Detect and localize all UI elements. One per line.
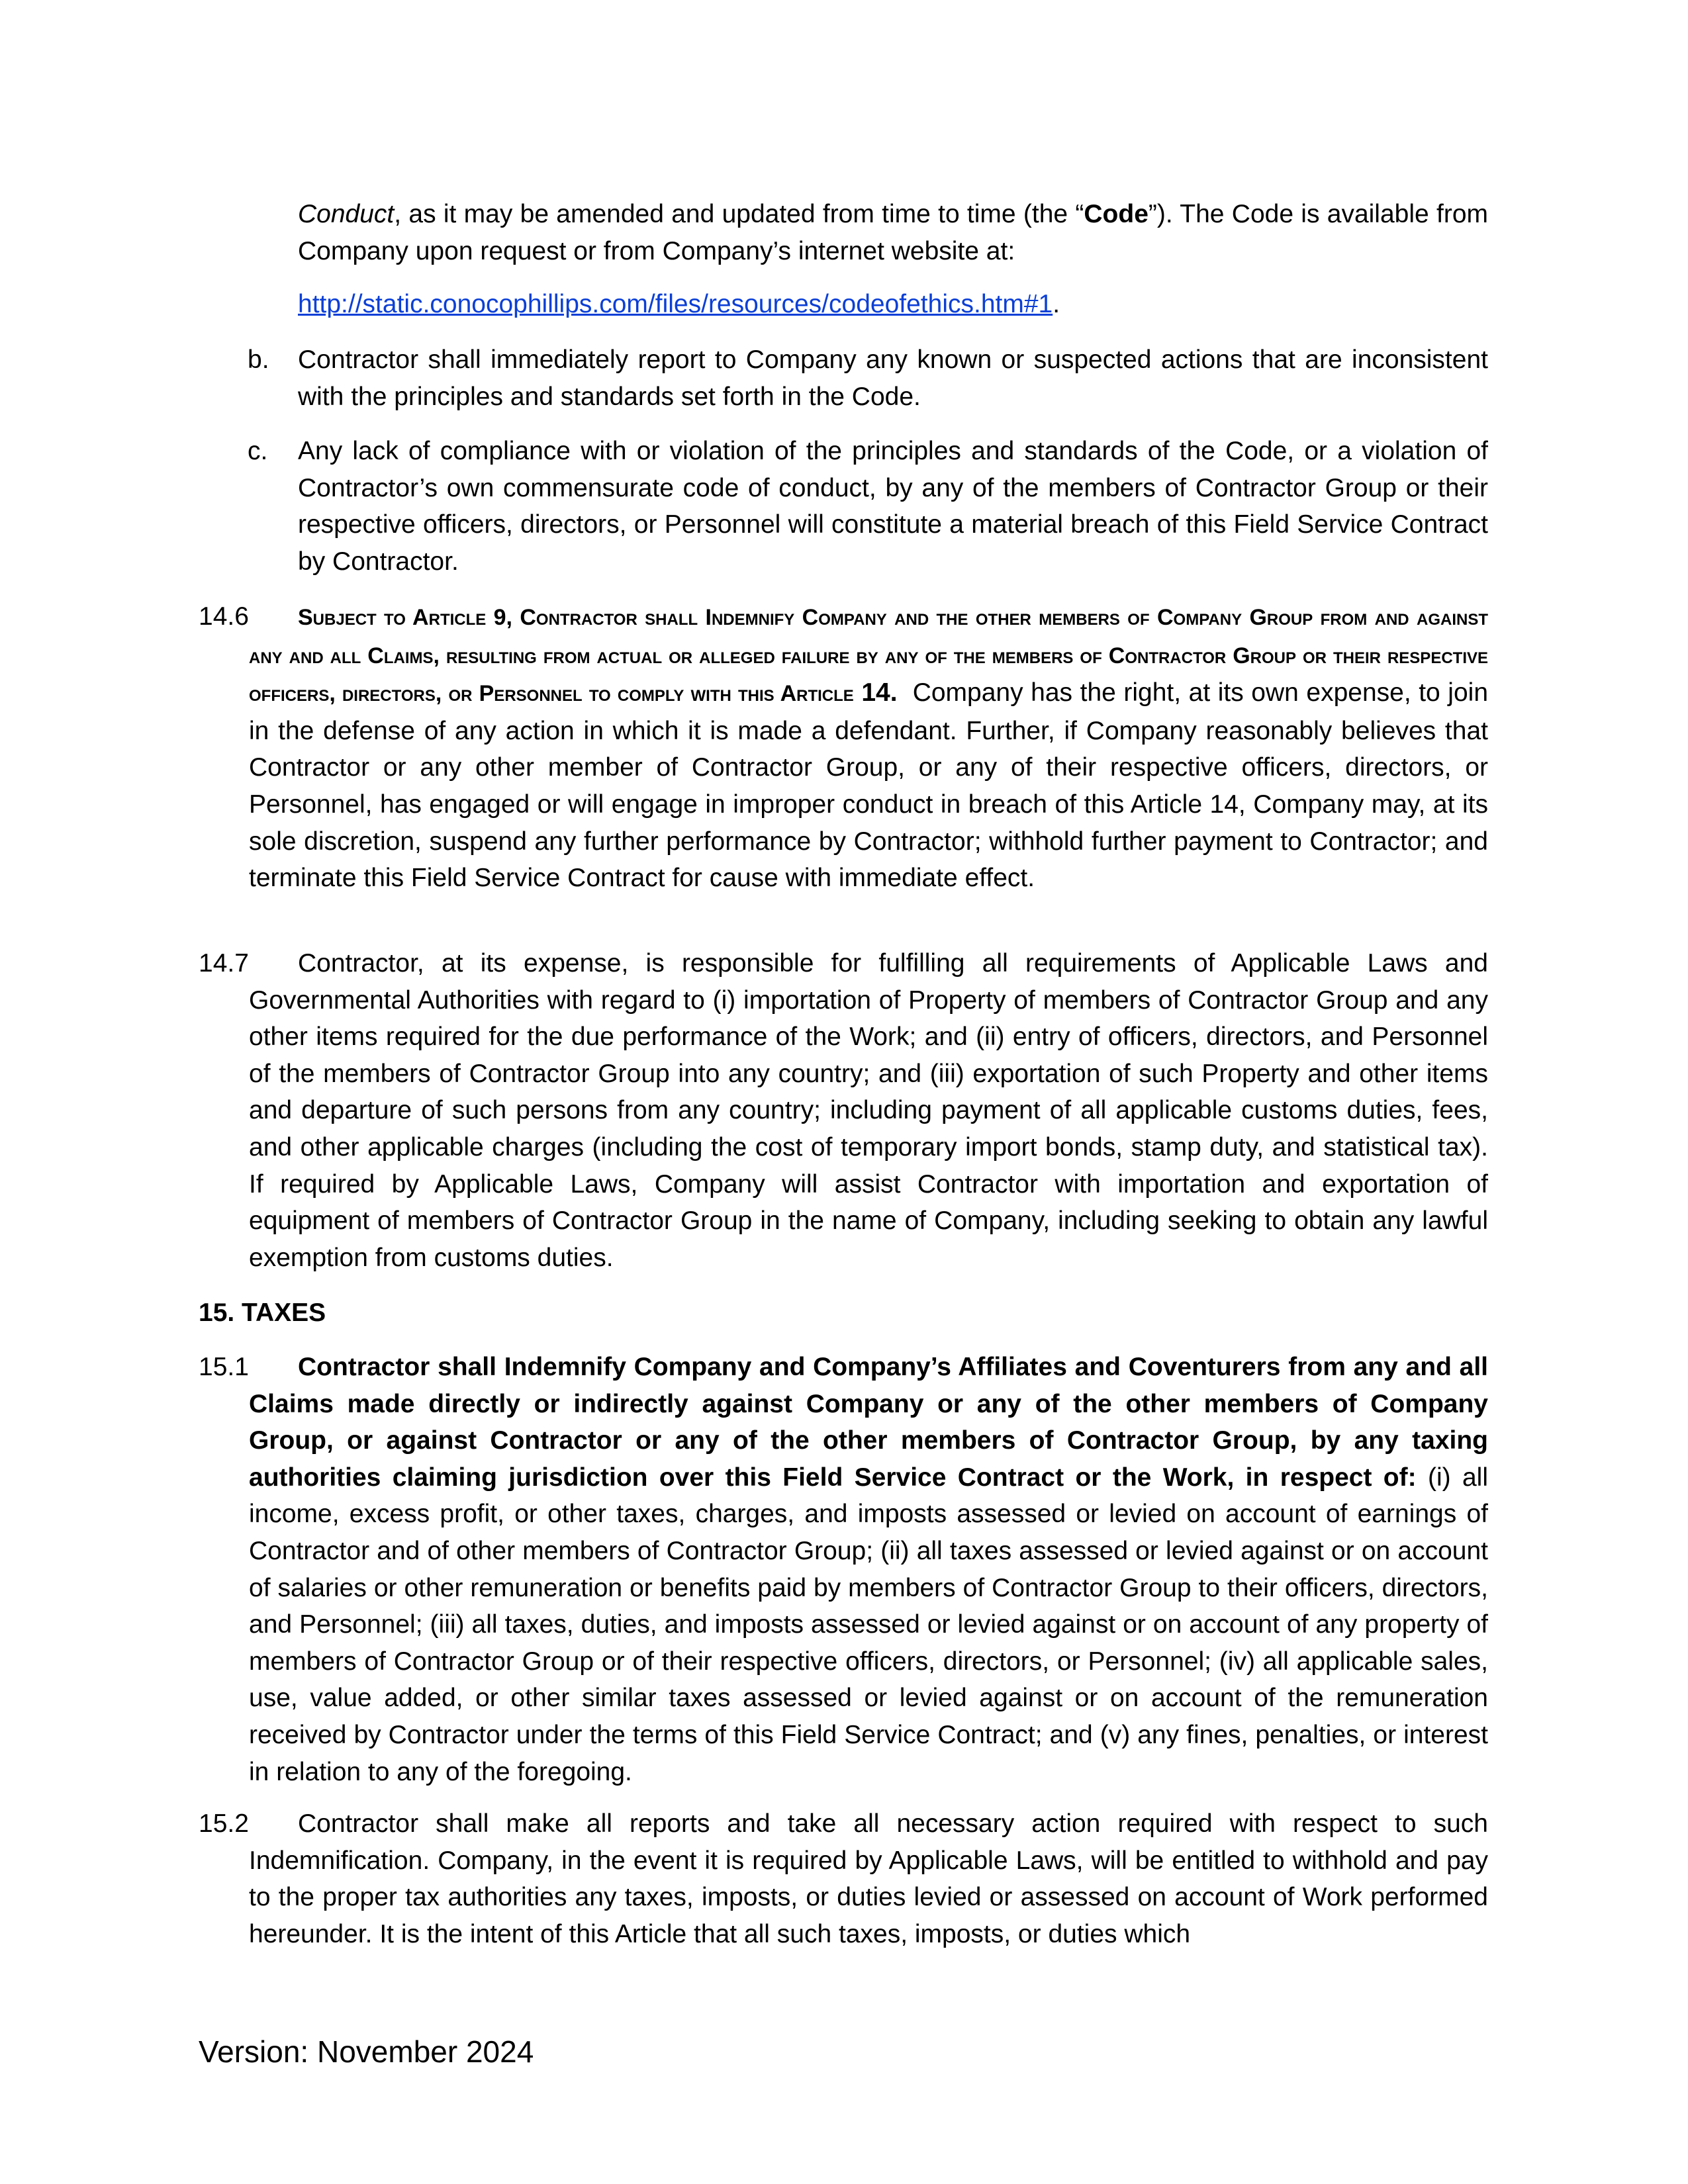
section-14-7: 14.7 Contractor, at its expense, is responsible for fulfilling all requirements of Applicable Laws and Governmental Authorities with regard to (i) importation of Property of members of Contractor Group and any other items required for the due performance of the Work; and (ii) entry of officers, directors, and Personnel of the members of Contractor Group into any country; and (iii) exportation of such Property and other items and departure of such persons from any country; including payment of all applicable customs duties, fees, and other applicable charges (including the cost of temporary import bonds, stamp duty, and statistical tax). If required by Applicable Laws, Company will assist Contractor with importation and exportation of equipment of members of Contractor Group in the name of Company, including seeking to obtain any lawful exemption from customs duties. — [199, 945, 1488, 1276]
item-c-marker: c. — [248, 437, 268, 465]
version-footer: Version: November 2024 — [199, 2034, 534, 2069]
section-number: 14.7 — [199, 949, 249, 978]
section-number: 15.1 — [199, 1353, 249, 1381]
tax-indemnity-clause: Contractor shall Indemnify Company and Company’s Affiliates and Coventurers from any and all Claims made directly or indirectly against Company or any of the other members of Company Group, or against Contractor or any of the other members of Contractor Group, by any taxing authorities claiming jurisdiction over this Field Service Contract or the Work, in respect of: — [249, 1353, 1488, 1492]
section-number: 15.2 — [199, 1809, 249, 1838]
item-b-text: Contractor shall immediately report to Company any known or suspected actions that are inconsistent with the principles and standards set forth in the Code. — [298, 345, 1488, 411]
section-number: 14.6 — [199, 602, 249, 631]
section-15-1: 15.1 Contractor shall Indemnify Company and Company’s Affiliates and Coventurers from any and all Claims made directly or indirectly against Company or any of the other members of Company Group, or against Contractor or any of the other members of Contractor Group, by any taxing authorities claiming jurisdiction over this Field Service Contract or the Work, in respect of: (i) all income, excess profit, or other taxes, charges, and imposts assessed or levied on account of earnings of Contractor and of other members of Contractor Group; (ii) all taxes assessed or levied against or on account of salaries or other remuneration or benefits paid by members of Contractor Group to their officers, directors, and Personnel; (iii) all taxes, duties, and imposts assessed or levied against or on account of any property of members of Contractor Group or of their respective officers, directors, or Personnel; (iv) all applicable sales, use, value added, or other similar taxes assessed or levied against or on account of the remuneration received by Contractor under the terms of this Field Service Contract; and (v) any fines, penalties, or interest in relation to any of the foregoing. — [199, 1349, 1488, 1790]
code-of-ethics-link[interactable]: http://static.conocophillips.com/files/resources/codeofethics.htm#1 — [298, 290, 1053, 318]
item-b-marker: b. — [248, 345, 269, 374]
code-url-line: http://static.conocophillips.com/files/resources/codeofethics.htm#1. — [298, 290, 1060, 318]
conduct-italic: Conduct — [298, 200, 395, 228]
item-c-text: Any lack of compliance with or violation of the principles and standards of the Code, or a violation of Contractor’s own commensurate code of conduct, by any of the members of Contractor Group or their respective officers, directors, or Personnel will constitute a material breach of this Field Service Contract by Contractor. — [298, 437, 1488, 576]
code-term: Code — [1084, 200, 1149, 228]
section-14-6: 14.6 Subject to Article 9, Contractor shall Indemnify Company and the other members of Company Group from and against any and all Claims, resulting from actual or alleged failure by any of the members of Contractor Group or their respective officers, directors, or Personnel to comply with this Article 14. Company has the right, at its own expense, to join in the defense of any action in which it is made a defendant. Further, if Company reasonably believes that Contractor or any other member of Contractor Group, or any of their respective officers, directors, or Personnel, has engaged or will engage in improper conduct in breach of this Article 14, Company may, at its sole discretion, suspend any further performance by Contractor; withhold further payment to Contractor; and terminate this Field Service Contract for cause with immediate effect. — [199, 598, 1488, 897]
code-of-conduct-paragraph: Conduct, as it may be amended and updated from time to time (the “Code”). The Code is available from Company upon request or from Company’s internet website at: — [298, 200, 1489, 265]
section-15-2: 15.2 Contractor shall make all reports and take all necessary action required with respect to such Indemnification. Company, in the event it is required by Applicable Laws, will be entitled to withhold and pay to the proper tax authorities any taxes, imposts, or duties levied or assessed on account of Work performed hereunder. It is the intent of this Article that all such taxes, imposts, or duties which — [199, 1805, 1488, 1952]
heading-taxes: 15. TAXES — [199, 1298, 326, 1327]
indemnity-clause: Subject to Article 9, Contractor shall Indemnify Company and the other members of Company Group from and against any and all Claims, resulting from actual or alleged failure by any of the members of Contractor Group or their respective officers, directors, or Personnel to comply with this Article — [249, 605, 1489, 707]
